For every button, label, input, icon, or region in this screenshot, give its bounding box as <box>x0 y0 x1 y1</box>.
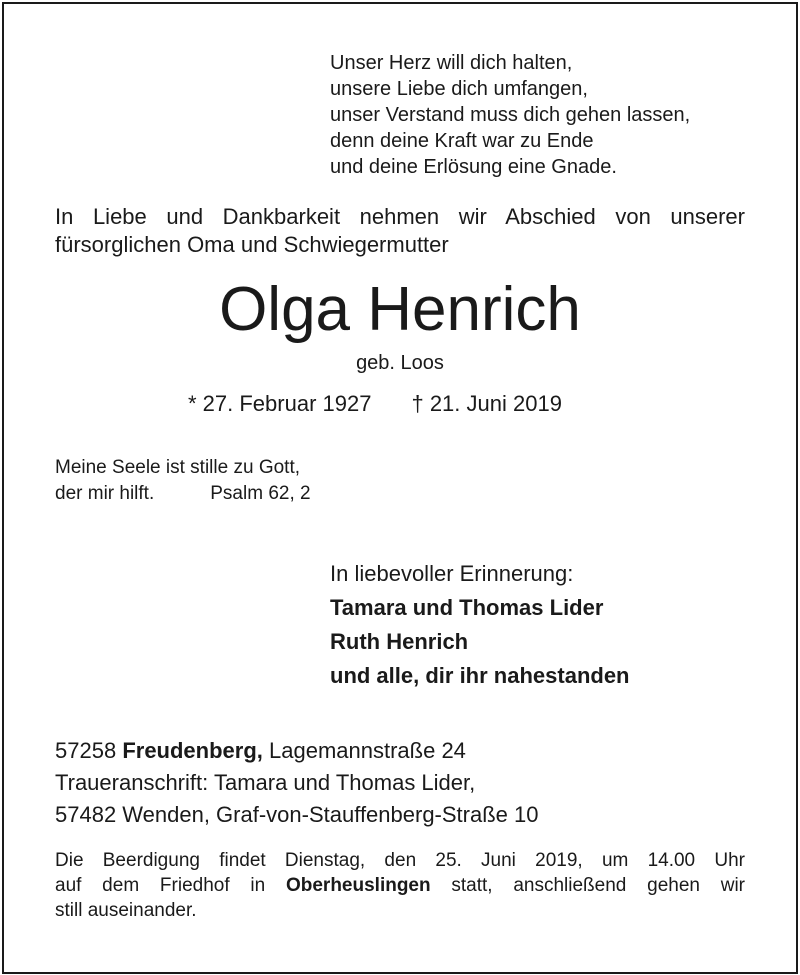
poem-line: unsere Liebe dich umfangen, <box>330 78 588 100</box>
maiden-name: geb. Loos <box>356 352 444 374</box>
birth-date: * 27. Februar 1927 <box>188 391 372 416</box>
death-date: † 21. Juni 2019 <box>411 391 562 416</box>
funeral-info <box>55 848 745 923</box>
life-dates <box>188 390 562 418</box>
poem-line: denn deine Kraft war zu Ende <box>330 130 594 152</box>
address-block <box>55 735 538 831</box>
funeral-place: Oberheuslingen <box>285 875 431 896</box>
memory-heading: In liebevoller Erinnerung: <box>330 561 574 586</box>
intro-text <box>55 203 745 259</box>
intro-line: In Liebe und Dankbarkeit nehmen wir Abschied von unserer <box>55 204 745 229</box>
funeral-text: auf dem Friedhof in <box>55 875 266 896</box>
deceased-name: Olga Henrich <box>219 275 581 344</box>
street: Lagemannstraße 24 <box>269 738 466 763</box>
psalm-line: Meine Seele ist stille zu Gott, <box>55 457 300 478</box>
condolence-address-line: Traueranschrift: Tamara und Thomas Lider, <box>55 770 476 795</box>
poem-line: und deine Erlösung eine Gnade. <box>330 156 617 178</box>
postal-code: 57258 <box>55 738 117 763</box>
funeral-line: still auseinander. <box>55 900 197 921</box>
psalm-line: der mir hilft. <box>55 483 155 504</box>
funeral-line: Die Beerdigung findet Dienstag, den 25. Juni 2019, um 14.00 Uhr <box>55 850 745 871</box>
condolence-address-line: 57482 Wenden, Graf-von-Stauffenberg-Straße 10 <box>55 802 539 827</box>
mourner-name: und alle, dir ihr nahestanden <box>330 663 630 688</box>
memory-block <box>330 557 630 693</box>
poem-line: unser Verstand muss dich gehen lassen, <box>330 104 691 126</box>
funeral-text: statt, anschließend gehen wir <box>451 875 746 896</box>
poem-line: Unser Herz will dich halten, <box>330 52 573 74</box>
poem <box>330 50 690 180</box>
psalm-reference: Psalm 62, 2 <box>210 483 311 504</box>
psalm-quote <box>55 455 311 507</box>
city-name: Freudenberg, <box>122 738 263 763</box>
mourner-name: Ruth Henrich <box>330 629 469 654</box>
mourner-name: Tamara und Thomas Lider <box>330 595 604 620</box>
intro-line: fürsorglichen Oma und Schwiegermutter <box>55 232 449 257</box>
